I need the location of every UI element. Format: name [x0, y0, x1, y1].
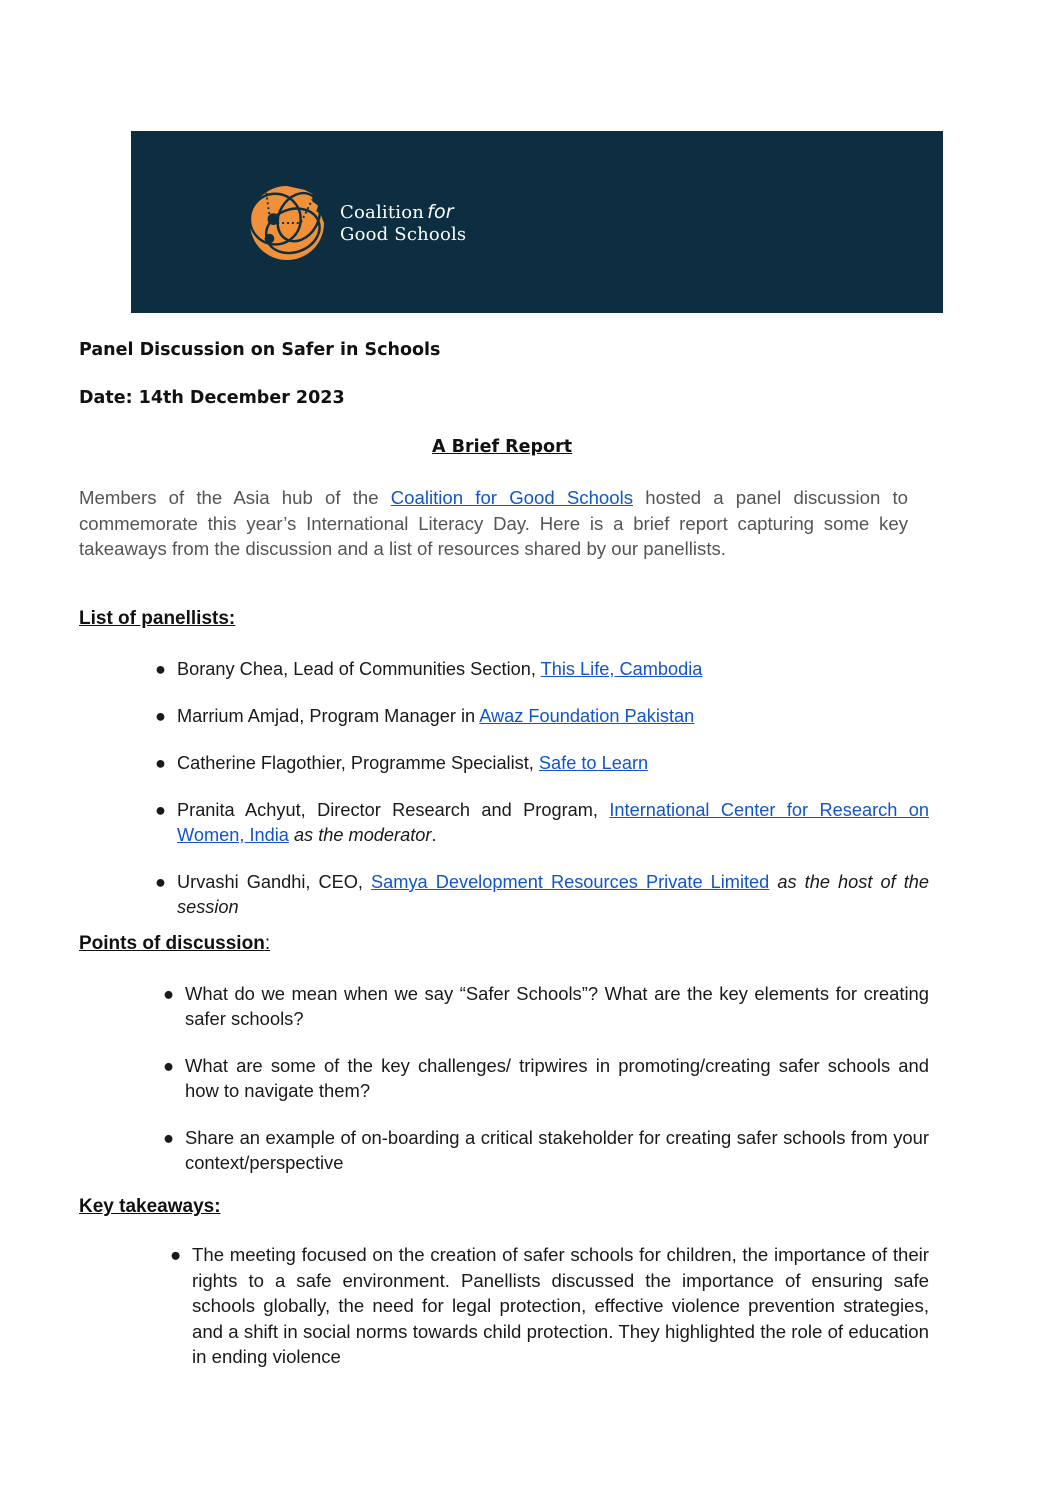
list-item — [155, 798, 929, 848]
brand-wordmark — [340, 201, 466, 246]
discussion-heading-text: Points of discussion — [79, 933, 265, 954]
bullet-icon: ● — [163, 1055, 175, 1076]
list-item — [170, 1242, 929, 1370]
globe-network-icon — [248, 184, 326, 262]
panellist-org-link[interactable]: Samya Development Resources Private Limited — [371, 872, 770, 892]
bullet-icon: ● — [170, 1244, 182, 1265]
bullet-icon: ● — [163, 1127, 175, 1148]
panellist-role: as the host of the session — [177, 872, 929, 917]
takeaways-list — [170, 1242, 929, 1370]
brand-line2: Good Schools — [340, 224, 467, 245]
takeaways-heading: Key takeaways: — [79, 1196, 221, 1217]
bullet-icon: ● — [155, 872, 166, 892]
list-item — [155, 751, 929, 776]
discussion-point: What do we mean when we say “Safer Schools”? What are the key elements for creating safer schools? — [185, 983, 929, 1029]
list-item — [163, 1053, 929, 1103]
intro-text-before: Members of the Asia hub of the — [79, 487, 391, 508]
bullet-icon: ● — [155, 800, 166, 820]
coalition-link[interactable]: Coalition for Good Schools — [390, 487, 634, 508]
intro-paragraph — [79, 485, 908, 562]
brand-line1: Coalition — [340, 202, 425, 223]
bullet-icon: ● — [155, 659, 166, 679]
brand-for: for — [427, 201, 454, 223]
list-item — [163, 981, 929, 1031]
discussion-heading — [79, 933, 270, 955]
takeaway-text: The meeting focused on the creation of safer schools for children, the importance of their rights to a safe environment. Panellists discussed the importance of ensuring safe schools globally, the need for legal protection, effective violence prevention strategies, and a shift in social norms towards child protection. They highlighted the role of education in ending violence — [192, 1244, 929, 1367]
panellist-org-link[interactable]: This Life, Cambodia — [540, 659, 703, 679]
bullet-icon: ● — [163, 983, 175, 1004]
list-item — [155, 704, 929, 729]
list-item — [155, 870, 929, 920]
panellist-end: . — [431, 825, 437, 845]
panellist-text: Marrium Amjad, Program Manager in — [177, 706, 480, 726]
panellist-text: Urvashi Gandhi, CEO, — [177, 872, 372, 892]
header-banner — [131, 131, 943, 313]
panellist-org-link[interactable]: Safe to Learn — [538, 753, 649, 773]
report-heading: A Brief Report — [432, 437, 573, 457]
panellists-heading: List of panellists: — [79, 608, 236, 629]
panellist-org-link[interactable]: Awaz Foundation Pakistan — [479, 706, 695, 726]
panellist-role: as the moderator — [288, 825, 432, 845]
list-item — [163, 1125, 929, 1175]
panellist-text: Pranita Achyut, Director Research and Program, — [177, 800, 610, 820]
discussion-point: Share an example of on-boarding a critical stakeholder for creating safer schools from your context/perspective — [185, 1127, 929, 1173]
discussion-heading-colon: : — [264, 933, 271, 954]
document-title: Panel Discussion on Safer in Schools — [79, 340, 441, 360]
bullet-icon: ● — [155, 753, 166, 773]
panellist-text: Catherine Flagothier, Programme Specialist, — [177, 753, 539, 773]
bullet-icon: ● — [155, 706, 166, 726]
list-item — [155, 657, 929, 682]
discussion-point: What are some of the key challenges/ tripwires in promoting/creating safer schools and how to navigate them? — [185, 1055, 929, 1101]
discussion-list — [163, 981, 929, 1197]
document-date: Date: 14th December 2023 — [79, 388, 345, 408]
panellists-list — [155, 657, 929, 920]
panellist-text: Borany Chea, Lead of Communities Section, — [177, 659, 541, 679]
panellist-org-link[interactable]: International Center for Research on Women, India — [177, 800, 929, 845]
intro-text-after: hosted a panel discussion to commemorate this year’s International Literacy Day. Here is a brief report capturing some key takeaways from the discussion and a list of resources shared by our panellists. — [79, 487, 908, 560]
